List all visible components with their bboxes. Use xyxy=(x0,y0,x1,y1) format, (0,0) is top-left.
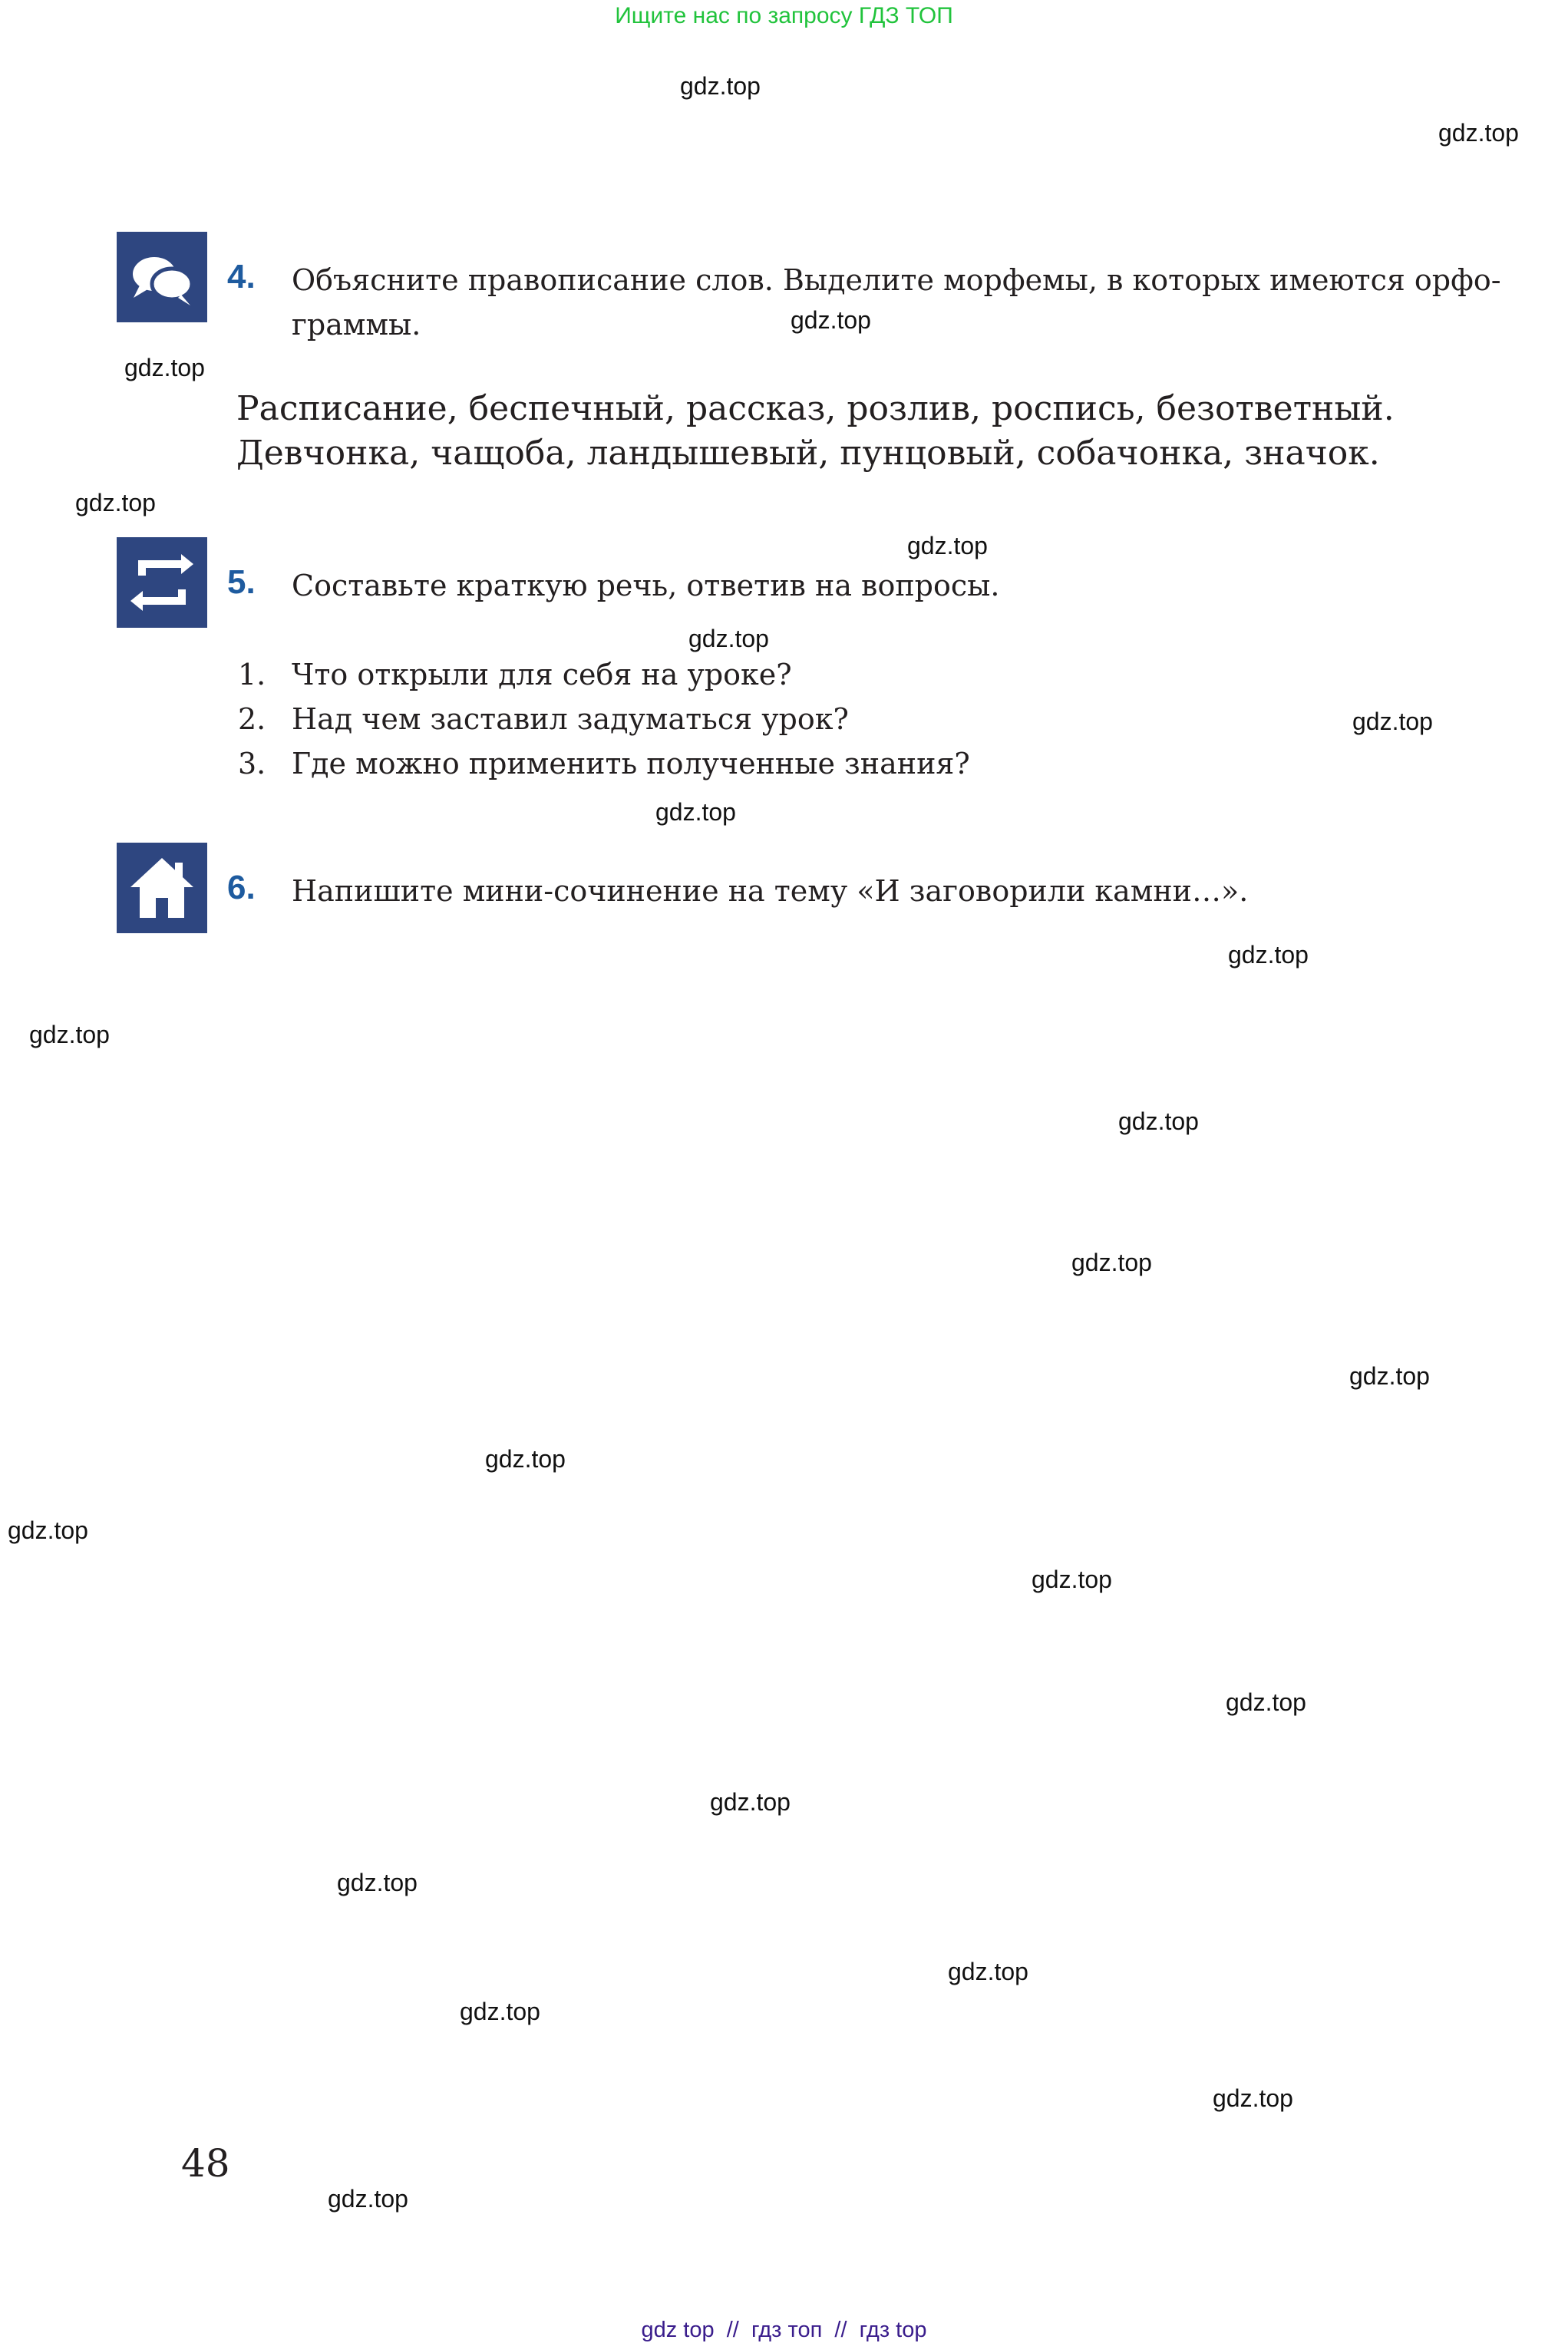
watermark: gdz.top xyxy=(337,1869,418,1896)
footer-links: gdz top // гдз топ // гдз top xyxy=(641,2318,927,2342)
watermark: gdz.top xyxy=(1228,941,1309,969)
watermark: gdz.top xyxy=(328,2185,408,2213)
watermark: gdz.top xyxy=(1438,119,1519,147)
watermark: gdz.top xyxy=(8,1516,88,1544)
discussion-icon xyxy=(117,232,207,322)
task-4-instruction-line1: Объясните правописание слов. Выделите морфемы, в которых имеются орфо- xyxy=(292,263,1501,297)
task-5-instruction: Составьте краткую речь, ответив на вопросы. xyxy=(292,569,1000,602)
top-banner: Ищите нас по запросу ГДЗ ТОП xyxy=(615,3,953,28)
watermark: gdz.top xyxy=(1226,1688,1306,1716)
watermark: gdz.top xyxy=(1213,2084,1293,2112)
watermark: gdz.top xyxy=(75,489,156,516)
task-4-instruction xyxy=(292,258,1501,347)
watermark: gdz.top xyxy=(907,532,988,559)
watermark: gdz.top xyxy=(1032,1566,1112,1593)
watermark: gdz.top xyxy=(655,798,736,826)
watermark: gdz.top xyxy=(1118,1107,1199,1135)
watermark: gdz.top xyxy=(791,306,871,334)
watermark: gdz.top xyxy=(1349,1362,1430,1390)
watermark: gdz.top xyxy=(1352,708,1433,735)
page-number: 48 xyxy=(181,2141,230,2186)
task-4-words xyxy=(236,387,1395,476)
watermark: gdz.top xyxy=(124,354,205,381)
watermark: gdz.top xyxy=(688,625,769,652)
question-number: 1. xyxy=(238,658,266,691)
watermark: gdz.top xyxy=(948,1958,1028,1985)
task-5-number: 5. xyxy=(227,563,256,601)
task-4-words-line2: Девчонка, чащоба, ландышевый, пунцовый, собачонка, значок. xyxy=(236,434,1380,473)
reflection-arrows-icon xyxy=(117,537,207,628)
watermark: gdz.top xyxy=(29,1021,110,1048)
question-number: 2. xyxy=(238,702,266,736)
watermark: gdz.top xyxy=(1071,1249,1152,1276)
task-4-number: 4. xyxy=(227,258,256,295)
task-6-instruction: Напишите мини-сочинение на тему «И заговорили камни…». xyxy=(292,874,1249,908)
home-icon xyxy=(117,843,207,933)
question-text: Что открыли для себя на уроке? xyxy=(292,658,792,691)
question-text: Где можно применить полученные знания? xyxy=(292,747,970,780)
task-6-number: 6. xyxy=(227,869,256,906)
question-number: 3. xyxy=(238,747,266,780)
task-4-instruction-line2: граммы. xyxy=(292,308,421,342)
watermark: gdz.top xyxy=(680,72,761,100)
watermark: gdz.top xyxy=(485,1445,566,1473)
task-4-words-line1: Расписание, беспечный, рассказ, розлив, роспись, безответный. xyxy=(236,389,1395,428)
watermark: gdz.top xyxy=(710,1788,791,1816)
watermark: gdz.top xyxy=(460,1998,540,2025)
question-text: Над чем заставил задуматься урок? xyxy=(292,702,849,736)
